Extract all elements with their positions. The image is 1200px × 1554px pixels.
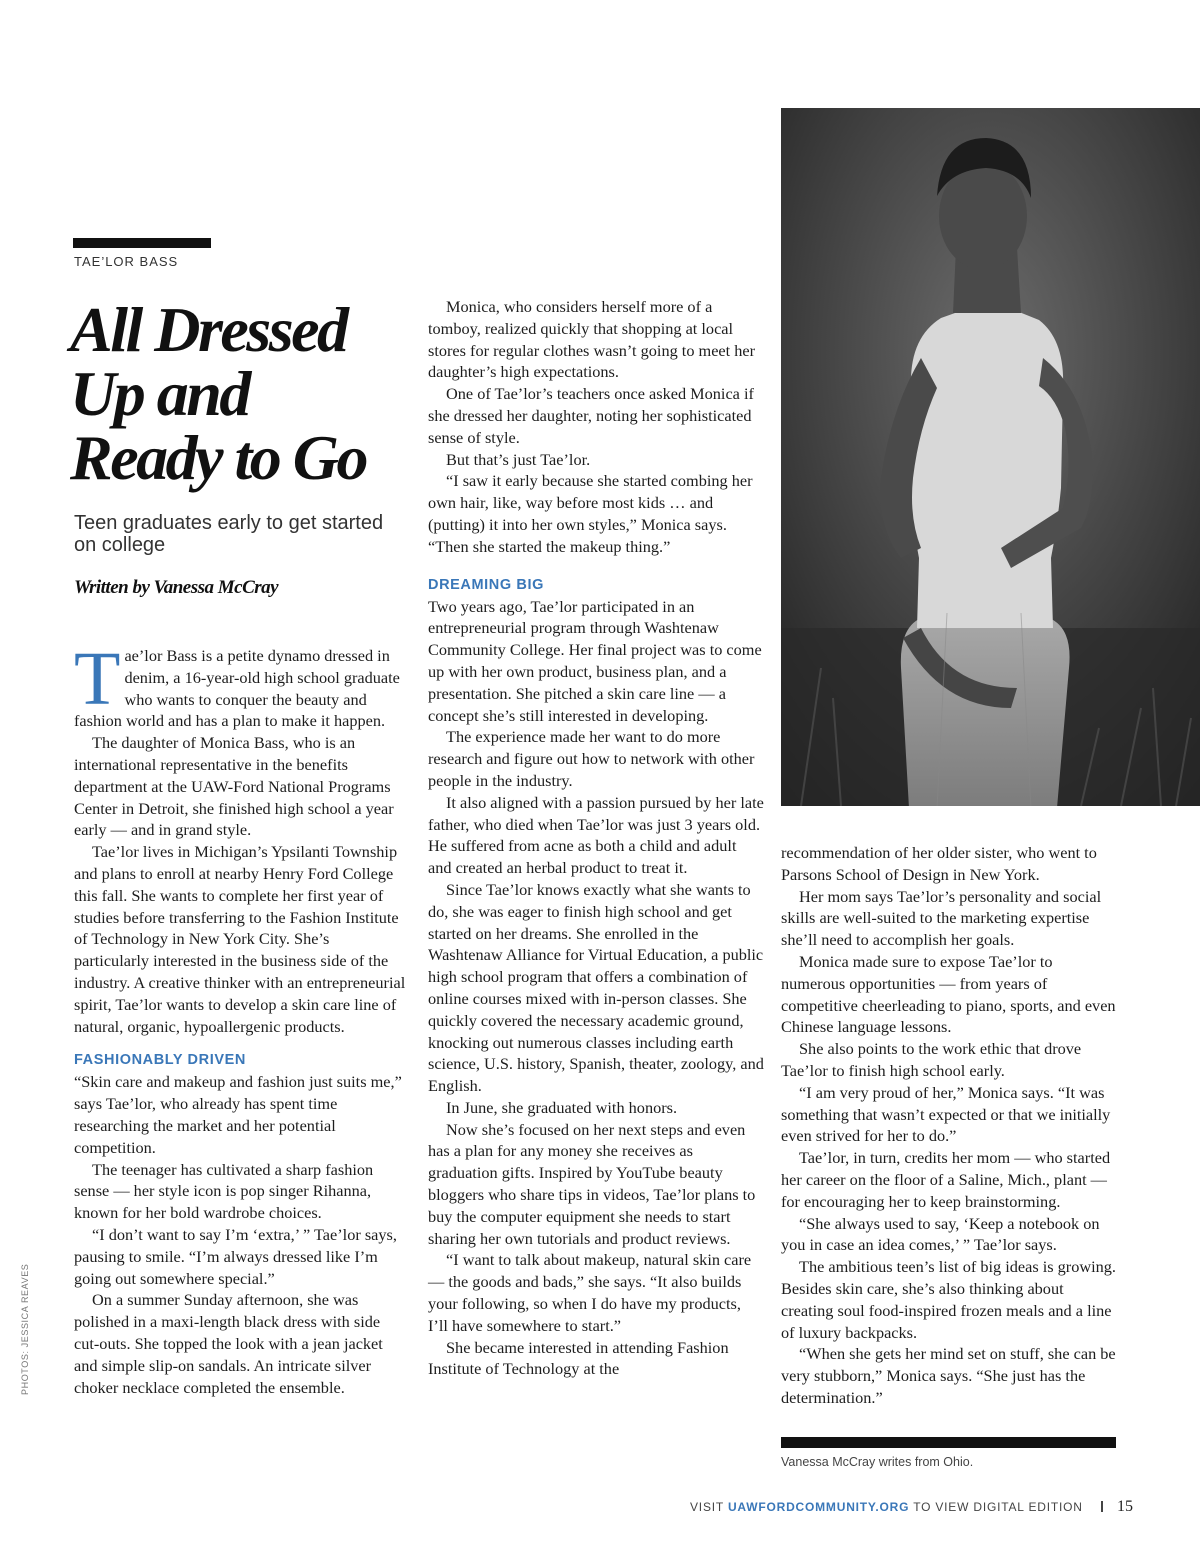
- paragraph: Monica made sure to expose Tae’lor to numerous opportunities — from years of competitive cheerleading to piano, sports, and even Chinese language lessons.: [781, 951, 1116, 1037]
- paragraph: “I want to talk about makeup, natural skin care — the goods and bads,” she says. “It also builds your following, so when I do have my products, I’ll have somewhere to start.”: [428, 1250, 752, 1335]
- footer-suffix: TO VIEW DIGITAL EDITION: [913, 1500, 1083, 1514]
- paragraph: She also points to the work ethic that drove Tae’lor to finish high school early.: [781, 1039, 1082, 1080]
- paragraph: “I don’t want to say I’m ‘extra,’ ” Tae’lor says, pausing to smile. “I’m always dressed like I’m going out somewhere special.”: [74, 1224, 397, 1288]
- kicker-bar: [73, 238, 211, 248]
- article-column-1: [74, 637, 408, 1398]
- paragraph: “I saw it early because she started combing her own hair, like, way before most kids … and (putting) it into her own styles,” Monica says. “Then she started the makeup thing.”: [428, 471, 753, 556]
- portrait-photo: [781, 108, 1200, 806]
- kicker: TAE’LOR BASS: [74, 254, 179, 269]
- paragraph: One of Tae’lor’s teachers once asked Monica if she dressed her daughter, noting her sophisticated sense of style.: [428, 384, 754, 447]
- deck: Teen graduates early to get started on college: [74, 512, 384, 556]
- paragraph: She became interested in attending Fashion Institute of Technology at the: [428, 1337, 729, 1379]
- paragraph: “She always used to say, ‘Keep a notebook on you in case an idea comes,’ ” Tae’lor says.: [781, 1213, 1100, 1255]
- paragraph: It also aligned with a passion pursued by her late father, who died when Tae’lor was just 3 years old. He suffered from acne as both a child and adult and created an herbal product to treat it.: [428, 792, 764, 878]
- paragraph: Now she’s focused on her next steps and even has a plan for any money she receives as graduation gifts. Inspired by YouTube beauty bloggers who share tips in videos, Tae’lor plans to buy the computer equipment she needs to start sharing her own tutorials and product reviews.: [428, 1119, 756, 1248]
- byline: Written by Vanessa McCray: [74, 577, 279, 598]
- paragraph: The ambitious teen’s list of big ideas is growing. Besides skin care, she’s also thinking about creating soul food-inspired frozen meals and a line of luxury backpacks.: [781, 1257, 1116, 1342]
- paragraph: “When she gets her mind set on stuff, she can be very stubborn,” Monica says. “She just has the determination.”: [781, 1344, 1116, 1407]
- headline: [70, 294, 410, 493]
- paragraph: The daughter of Monica Bass, who is an international representative in the benefits department at the UAW-Ford National Programs Center in Detroit, she finished high school a year early — and in grand style.: [74, 733, 394, 840]
- paragraph: “I am very proud of her,” Monica says. “It was something that wasn’t expected or that we initially even strived for her to do.”: [781, 1082, 1111, 1146]
- page-number: 15: [1117, 1498, 1133, 1515]
- headline-line-3: Ready to Go: [70, 422, 366, 493]
- end-bar: [781, 1437, 1116, 1448]
- article-column-3: [781, 842, 1117, 1409]
- paragraph: Her mom says Tae’lor’s personality and social skills are well-suited to the marketing expertise she’ll need to accomplish her goals.: [781, 886, 1102, 950]
- paragraph: [74, 637, 408, 732]
- paragraph: The experience made her want to do more research and figure out how to network with other people in the industry.: [428, 727, 755, 790]
- paragraph: Tae’lor, in turn, credits her mom — who started her career on the floor of a Saline, Mich., plant — for encouraging her to keep brainstorming.: [781, 1148, 1111, 1211]
- footer-divider: [1101, 1501, 1103, 1512]
- paragraph: The teenager has cultivated a sharp fashion sense — her style icon is pop singer Rihanna, known for her bold wardrobe choices.: [74, 1159, 374, 1223]
- footer-visit: VISIT: [690, 1500, 724, 1514]
- section-heading: DREAMING BIG: [428, 576, 544, 593]
- footer: [690, 1498, 1133, 1516]
- author-bio: Vanessa McCray writes from Ohio.: [781, 1455, 974, 1469]
- paragraph: Monica, who considers herself more of a tomboy, realized quickly that shopping at local stores for regular clothes wasn’t going to meet her daughter’s high expectations.: [428, 297, 756, 382]
- paragraph: Tae’lor lives in Michigan’s Ypsilanti Township and plans to enroll at nearby Henry Ford College this fall. She wants to complete her first year of studies before transferring to the Fashion Institute of Technology in New York City. She’s particularly interested in the business side of the industry. A creative thinker with an entrepreneurial spirit, Tae’lor wants to develop a skin care line of natural, organic, hypoallergenic products.: [74, 842, 406, 1036]
- drop-cap: T: [74, 637, 121, 721]
- paragraph: “Skin care and makeup and fashion just suits me,” says Tae’lor, who already has spent time researching the market and her potential competition.: [74, 1072, 402, 1157]
- headline-line-2: Up and: [70, 358, 249, 429]
- paragraph: Two years ago, Tae’lor participated in an entrepreneurial program through Washtenaw Community College. Her final project was to come up with her own product, business plan, and a presentation. She pitched a skin care line — a concept she’s still interested in developing.: [428, 596, 762, 725]
- paragraph: But that’s just Tae’lor.: [446, 449, 591, 469]
- paragraph: recommendation of her older sister, who went to Parsons School of Design in New York.: [781, 843, 1097, 884]
- paragraph: In June, she graduated with honors.: [446, 1097, 678, 1117]
- section-heading: FASHIONABLY DRIVEN: [74, 1052, 246, 1069]
- paragraph: Since Tae’lor knows exactly what she wants to do, she was eager to finish high school and get started on her dreams. She enrolled in the Washtenaw Alliance for Virtual Education, a public high school program that offers a combination of online courses mixed with in-person classes. She quickly covered the necessary academic ground, knocking out numerous classes including earth science, U.S. history, Spanish, theater, zoology, and English.: [428, 879, 764, 1096]
- footer-url-link[interactable]: UAWFORDCOMMUNITY.ORG: [727, 1500, 910, 1514]
- article-column-2: [428, 296, 764, 1380]
- portrait-illustration: [781, 108, 1200, 806]
- photo-credit: PHOTOS: JESSICA REAVES: [20, 1263, 30, 1395]
- paragraph-text: ae’lor Bass is a petite dynamo dressed in denim, a 16-year-old high school graduate who wants to conquer the beauty and fashion world and has a plan to make it happen.: [74, 646, 400, 731]
- paragraph: On a summer Sunday afternoon, she was polished in a maxi-length black dress with side cut-outs. She topped the look with a jean jacket and simple slip-on sandals. An intricate silver choker necklace completed the ensemble.: [74, 1290, 383, 1397]
- headline-line-1: All Dressed: [70, 294, 347, 365]
